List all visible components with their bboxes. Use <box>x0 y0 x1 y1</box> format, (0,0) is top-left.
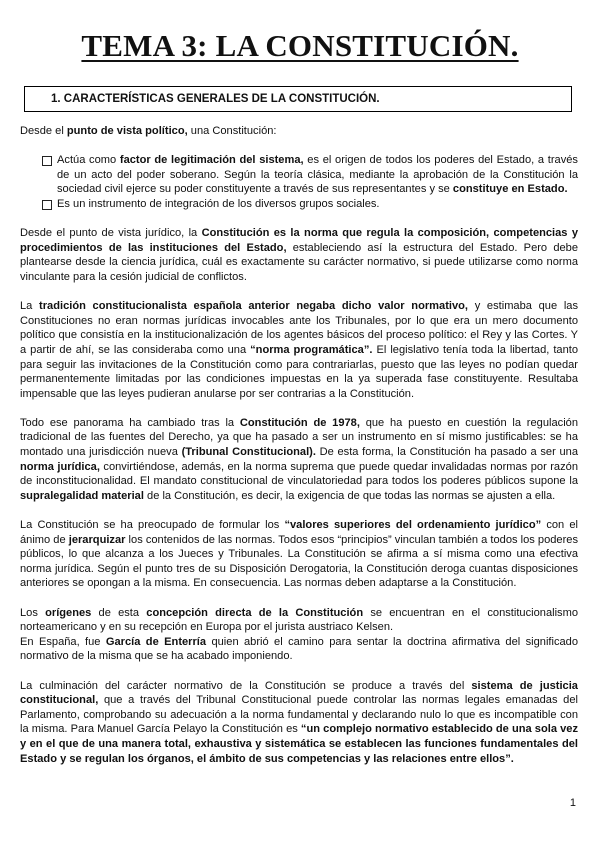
list-item: Actúa como factor de legitimación del sistema, es el origen de todos los poderes del Estado, a través de un acto del poder soberano. Según la teoría clásica, mediante la aprobación de la Constitución la sociedad civil ejerce su poder constituyente a través de sus representantes y se constituye en Estado. <box>42 153 578 197</box>
paragraph-tradition: La tradición constitucionalista española anterior negaba dicho valor normativo, y estimaba que las Constituciones no eran normas jurídicas invocables ante los Tribunales, por lo que era un mero documento político que consistía en la institucionalización de los agentes básicos del proceso político: el Rey y las Cortes. Y a partir de ahí, se las consideraba como una “norma programática”. El legislativo tenía toda la libertad, tanto para seguir las invitaciones de la Constitución como para contrariarlas, puesto que las leyes no podían quedar permanentemente limitadas por las condiciones impuestas en la ya superada fase constituyente. Resultaba impensable que las leyes pudieran anularse por ser contrarias a la Constitución. <box>20 300 578 400</box>
document-body <box>20 124 578 781</box>
checkbox-bullet-icon <box>42 200 52 210</box>
paragraph-justice: La culminación del carácter normativo de la Constitución se produce a través del sistema de justicia constitucional, que a través del Tribunal Constitucional puede controlar las normas legales emanadas del Parlamento, comprobando su adecuación a la norma fundamental y declarando nulo lo que es incompatible con la misma. Para Manuel García Pelayo la Constitución es “un complejo normativo establecido de una sola vez y en el que de una manera total, exhaustiva y sistemática se establecen las funciones fundamentales del Estado y se regulan los órganos, el ámbito de sus competencias y las relaciones entre ellos”. <box>20 679 578 765</box>
paragraph-1978: Todo ese panorama ha cambiado tras la Constitución de 1978, que ha puesto en cuestión la regulación tradicional de las fuentes del Derecho, ya que ha pasado a ser un instrumento en sí mismo justificables: se ha montado una jurisdicción nueva (Tribunal Constitucional). De esta forma, la Constitución ha pasado a ser una norma jurídica, convirtiéndose, además, en la norma suprema que puede quedar invalidadas normas por razón de inconstitucionalidad. El mandato constitucional de vinculatoriedad para todos los poderes públicos supone la supralegalidad material de la Constitución, es decir, la exigencia de que todas las normas se ajusten a ella. <box>20 416 578 502</box>
page-number: 1 <box>569 797 576 809</box>
list-item: Es un instrumento de integración de los diversos grupos sociales. <box>42 197 578 212</box>
intro-paragraph: Desde el punto de vista político, una Constitución: <box>20 125 277 137</box>
checkbox-bullet-icon <box>42 156 52 166</box>
page-title: TEMA 3: LA CONSTITUCIÓN. <box>81 28 519 63</box>
paragraph-values: La Constitución se ha preocupado de formular los “valores superiores del ordenamiento jurídico” con el ánimo de jerarquizar los contenidos de las normas. Todos esos “principios” vinculan también a todos los poderes públicos, lo que alcanza a los Jueces y Tribunales. La Constitución se afirma a sí misma como una efectiva norma jurídica. Según el punto tres de su Disposición Derogatoria, la Constitución deroga cuantas disposiciones anteriores se opongan a la misma. En consecuencia. Las normas deben adaptarse a la Constitución. <box>20 519 578 590</box>
paragraph-origins: Los orígenes de esta concepción directa de la Constitución se encuentran en el constitucionalismo norteamericano y en su recepción en Europa por el jurista austriaco Kelsen. En España, fue García de Enterría quien abrió el camino para sentar la doctrina afirmativa del significado normativo de la misma que se ha acabado imponiendo. <box>20 606 579 663</box>
bullet-list <box>20 153 578 211</box>
section-heading: 1. CARACTERÍSTICAS GENERALES DE LA CONSTITUCIÓN. <box>24 86 572 112</box>
paragraph-legal-view: Desde el punto de vista jurídico, la Constitución es la norma que regula la composición, competencias y procedimientos de las instituciones del Estado, estableciendo así la estructura del Estado. Pero debe plantearse desde la ciencia jurídica, cuál es exactamente su carácter normativo, si puede utilizarse como norma vinculante para la cesión judicial de conflictos. <box>20 227 579 283</box>
